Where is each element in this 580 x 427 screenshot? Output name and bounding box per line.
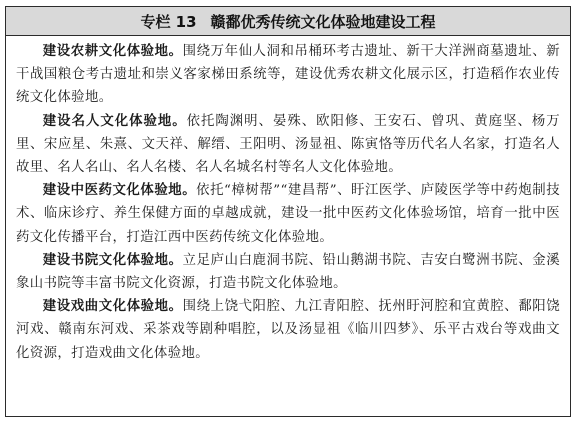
paragraph-celebrity-culture [16,110,560,180]
paragraph-text: 围绕万年仙人洞和吊桶环考古遗址、新干大洋洲商墓遗址、新干战国粮仓考古遗址和崇义客家梯田系统等，建设优秀农耕文化展示区，打造稻作农业传统文化体验地。 [16,44,560,106]
paragraph-academy-culture [16,249,560,295]
paragraph-text: 依托陶渊明、晏殊、欧阳修、王安石、曾巩、黄庭坚、杨万里、宋应星、朱熹、文天祥、解缙、王阳明、汤显祖、陈寅恪等历代名人名家，打造名人故里、名人名山、名人名楼、名人名城名村等名人文化体验地。 [16,113,561,176]
paragraph-lead: 建设书院文化体验地。 [42,252,183,268]
paragraph-text: 立足庐山白鹿洞书院、铅山鹅湖书院、吉安白鹭洲书院、金溪象山书院等丰富书院文化资源，打造书院文化体验地。 [16,252,560,292]
paragraph-farming-culture [16,40,560,110]
box-title: 赣鄱优秀传统文化体验地建设工程 [210,12,436,31]
feature-box [5,6,571,417]
box-header [6,7,570,36]
paragraph-lead: 建设农耕文化体验地。 [42,44,183,59]
paragraph-opera-culture [16,295,560,365]
paragraph-lead: 建设中医药文化体验地。 [42,183,197,199]
paragraph-lead: 建设戏曲文化体验地。 [42,299,183,315]
box-label: 专栏 13 [140,12,197,31]
paragraph-tcm-culture [16,179,560,249]
paragraph-text: 围绕上饶弋阳腔、九江青阳腔、抚州盱河腔和宜黄腔、鄱阳饶河戏、赣南东河戏、采茶戏等剧种唱腔，以及汤显祖《临川四梦》、乐平古戏台等戏曲文化资源，打造戏曲文化体验地。 [16,299,560,361]
paragraph-text: 依托“樟树帮”“建昌帮”、盱江医学、庐陵医学等中药炮制技术、临床诊疗、养生保健方面的卓越成就，建设一批中医药文化体验场馆，培育一批中医药文化传播平台，打造江西中医药传统文化体验地。 [16,183,560,245]
box-content [6,36,570,365]
paragraph-lead: 建设名人文化体验地。 [42,113,187,129]
